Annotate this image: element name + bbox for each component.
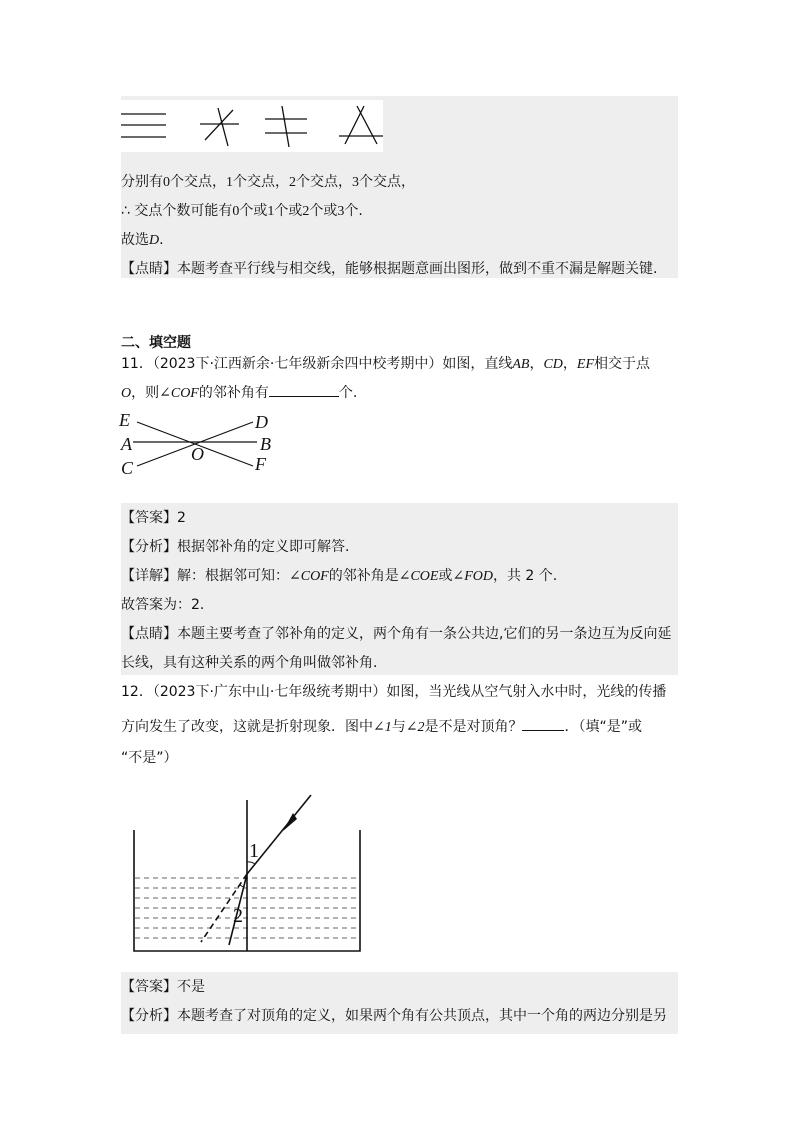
q11-angle-cof: ∠COF [159, 386, 199, 401]
q11-sep1: ， [529, 356, 544, 372]
q10-l3-t2: . [159, 232, 164, 248]
q11-detail-t2: 的邻补角是 [328, 568, 399, 584]
q11-point-o: O [121, 386, 132, 401]
q11-answer-value: 2 [177, 510, 186, 526]
q10-l1-v1: 0 [163, 175, 170, 190]
q11-solution-panel [121, 503, 678, 675]
q12-answer-value: 不是 [177, 979, 205, 995]
label-o: O [191, 444, 204, 464]
q11-comment-text1: 本题主要考查了邻补角的定义，两个角有一条公共边,它们的另一条边互为反向延 [177, 626, 672, 642]
q10-comment-text: 本题考查平行线与相交线，能够根据题意画出图形，做到不重不漏是解题关键. [177, 261, 658, 277]
q11-analysis-tag: 【分析】 [121, 539, 177, 555]
label-e: E [119, 410, 130, 430]
incident-ray [247, 795, 311, 874]
q12-analysis-tag: 【分析】 [121, 1008, 177, 1024]
angle-label-2: 2 [233, 905, 243, 927]
q11-source: （2023下·江西新余·七年级新余四中校考期中） [152, 356, 443, 372]
q10-l1-t5: 个交点， [359, 174, 415, 190]
q12-answer-blank [522, 730, 564, 731]
q11-intersecting-lines-figure [115, 408, 285, 478]
q11-text3: ，则 [131, 385, 160, 401]
angle-arc-1 [247, 862, 255, 864]
q10-l1-t3: 个交点， [233, 174, 289, 190]
q12-analysis-text: 本题考查了对顶角的定义，如果两个角有公共顶点，其中一个角的两边分别是另 [177, 1008, 667, 1024]
q11-line-cd: CD [543, 357, 563, 372]
q11-detail-t4: ，共 2 个. [492, 568, 558, 584]
q12-source: （2023下·广东中山·七年级统考期中） [152, 684, 387, 700]
section-title: 二、填空题 [121, 335, 191, 351]
q11-detail-t3: 或 [438, 568, 453, 584]
q11-answer-blank [269, 396, 339, 397]
q11-comment-line2: 长线，具有这种关系的两个角叫做邻补角. [121, 655, 378, 671]
q10-comment-tag: 【点睛】 [121, 261, 177, 277]
q10-l2-t3: 个或 [274, 203, 303, 219]
q11-detail-a3: ∠FOD [452, 569, 493, 584]
q11-analysis [121, 537, 349, 557]
label-a: A [121, 434, 132, 454]
q12-angle2: ∠2 [405, 720, 425, 735]
q11-text2: 相交于点 [594, 356, 651, 372]
q12-refraction-figure [125, 790, 370, 960]
q11-comment-line1 [121, 624, 671, 644]
q11-line-ab: AB [512, 357, 530, 372]
q10-l1-v3: 2 [289, 175, 296, 190]
angle-label-1: 1 [249, 840, 259, 862]
q10-l2-v3: 2 [302, 204, 310, 219]
q10-l2-t2: 个或 [239, 203, 268, 219]
q12-stem-line2 [121, 717, 642, 738]
q10-l2-t4: 个或 [309, 203, 338, 219]
q10-l1-t1: 分别有 [121, 174, 163, 190]
q12-answer-tag: 【答案】 [121, 979, 177, 995]
label-b: B [260, 434, 271, 454]
q11-detail-a2: ∠COE [398, 569, 439, 584]
q11-text4: 的邻补角有 [198, 385, 269, 401]
q10-choice [121, 230, 164, 251]
label-d: D [255, 412, 268, 432]
q12-line2c: ．（填“是”或 [564, 719, 642, 735]
q11-line-ef: EF [576, 357, 595, 372]
label-c: C [121, 458, 134, 478]
label-f: F [255, 454, 266, 474]
q11-detail-tag: 【详解】 [121, 568, 177, 584]
q10-l1-v2: 1 [226, 175, 233, 190]
q11-final-answer: 故答案为：2. [121, 597, 205, 613]
q12-stem-line1 [121, 682, 666, 702]
q11-detail [121, 566, 557, 587]
q12-text1: 如图，当光线从空气射入水中时，光线的传播 [386, 684, 667, 700]
q11-analysis-text: 根据邻补角的定义即可解答. [177, 539, 350, 555]
figure-background [121, 100, 383, 152]
q10-l2-t1: ∴ 交点个数可能有 [121, 203, 233, 219]
q11-sep2: ， [562, 356, 577, 372]
q10-l2-v1: 0 [232, 204, 240, 219]
q11-answer [121, 508, 186, 528]
q12-line2a: 方向发生了改变，这就是折射现象．图中 [121, 719, 373, 735]
q10-l2-v4: 3 [337, 204, 345, 219]
q12-analysis [121, 1006, 667, 1026]
q12-with: 与 [391, 719, 406, 735]
q10-l1-t4: 个交点， [296, 174, 352, 190]
q10-l1-v4: 3 [352, 175, 359, 190]
q10-comment [121, 259, 657, 279]
q10-line-configurations-figure [121, 100, 383, 152]
q11-detail-t1: 解：根据邻可知： [177, 568, 289, 584]
q12-angle1: ∠1 [373, 720, 392, 735]
q12-number: 12． [121, 684, 153, 700]
q10-intersection-counts [121, 172, 415, 193]
q10-conclusion [121, 201, 363, 222]
q12-stem-line3: “不是”） [121, 750, 178, 766]
q10-l2-t5: 个. [344, 203, 363, 219]
q10-l3-t1: 故选 [121, 232, 149, 248]
q12-line2b: 是不是对顶角？ [424, 719, 523, 735]
q11-answer-tag: 【答案】 [121, 510, 177, 526]
q11-stem-line1 [121, 354, 650, 375]
q11-detail-a1: ∠COF [289, 569, 329, 584]
q10-l1-t2: 个交点， [170, 174, 226, 190]
q11-comment-tag: 【点睛】 [121, 626, 177, 642]
q10-choice-letter: D [149, 233, 160, 248]
q11-text1: 如图，直线 [442, 356, 513, 372]
q11-number: 11． [121, 356, 153, 372]
q11-text5: 个. [338, 385, 358, 401]
q10-l2-v2: 1 [267, 204, 275, 219]
q12-answer [121, 977, 205, 997]
q11-stem-line2 [121, 383, 357, 404]
